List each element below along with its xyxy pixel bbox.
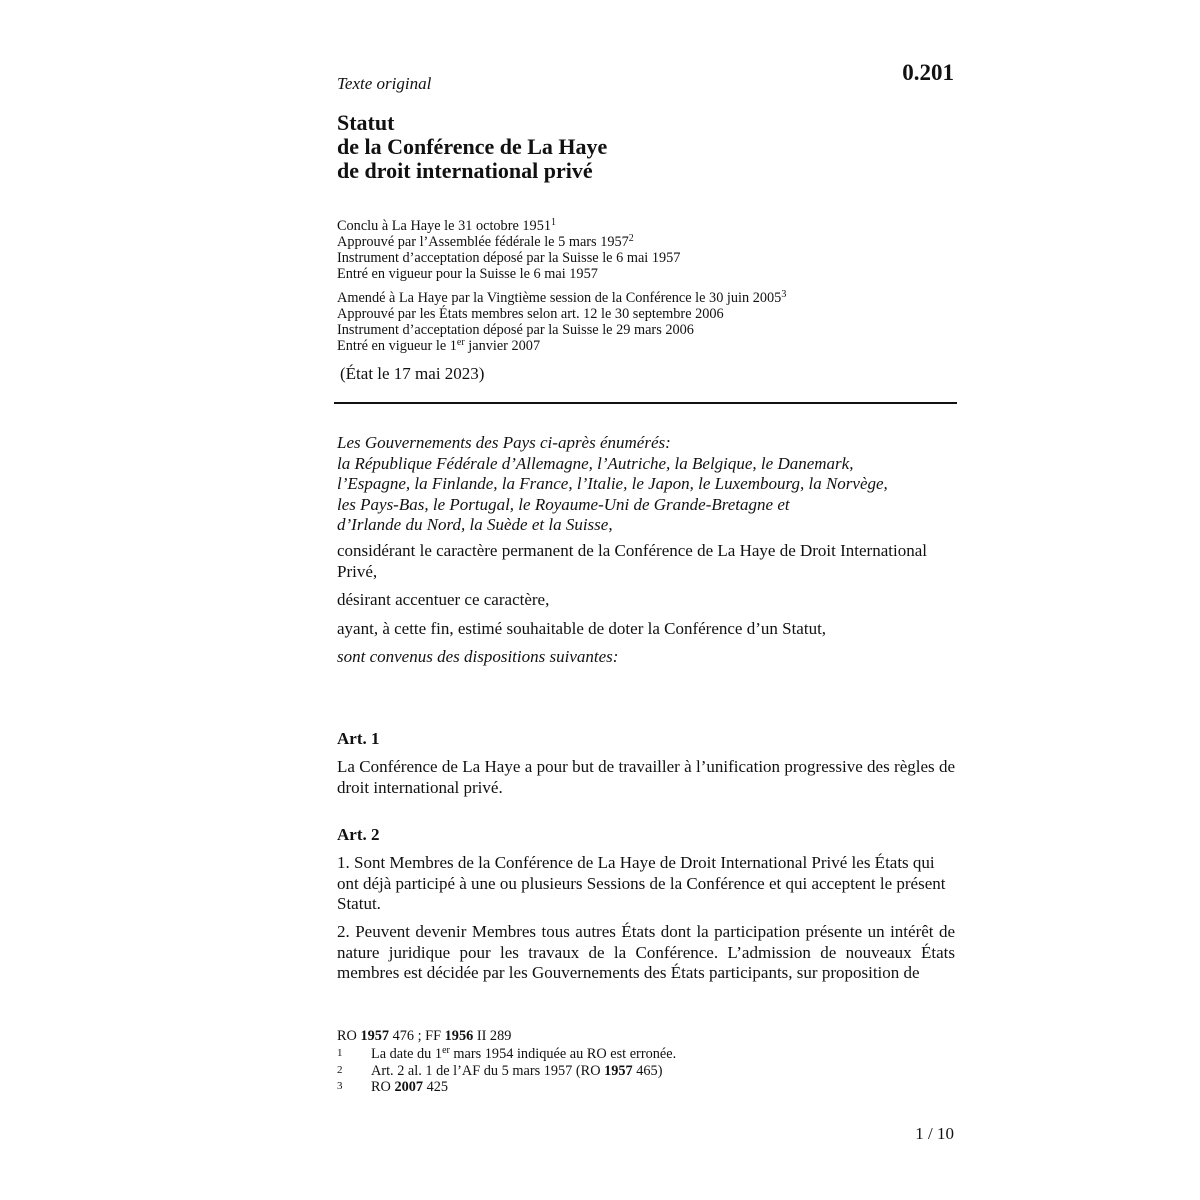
- preamble-having: ayant, à cette fin, estimé souhaitable de doter la Conférence d’un Statut,: [337, 619, 827, 638]
- metadata-block-amendment: [337, 290, 786, 354]
- metadata-approved: Approuvé par l’Assemblée fédérale le 5 mars 1957$^2$: [337, 233, 634, 250]
- footnote: 2 Art. 2 al. 1 de l’AF du 5 mars 1957 (RO 1957 465): [337, 1063, 663, 1079]
- state-date: (État le 17 mai 2023): [340, 364, 485, 383]
- divider-rule: [334, 402, 957, 404]
- preamble-line: la République Fédérale d’Allemagne, l’Autriche, la Belgique, le Danemark,: [337, 453, 854, 473]
- title-line: Statut: [337, 110, 395, 135]
- article-1-paragraph: La Conférence de La Haye a pour but de travailler à l’unification progressive des règles de droit international privé.: [337, 757, 955, 797]
- title-line: de droit international privé: [337, 158, 593, 183]
- metadata-concluded: Conclu à La Haye le 31 octobre 1951$^1$: [337, 217, 556, 234]
- title-line: de la Conférence de La Haye: [337, 134, 608, 159]
- footnote: 3 RO 2007 425: [337, 1079, 449, 1095]
- footnote-ref[interactable]: 1: [551, 217, 556, 228]
- metadata-in-force: Entré en vigueur pour la Suisse le 6 mai 1957: [337, 266, 598, 282]
- footnote-number: 3: [337, 1080, 343, 1092]
- page-number: 1 / 10: [915, 1124, 954, 1143]
- preamble-considering: considérant le caractère permanent de la Conférence de La Haye de Droit International Privé,: [337, 541, 927, 581]
- footnote-ref[interactable]: 2: [628, 233, 634, 244]
- preamble-line: les Pays-Bas, le Portugal, le Royaume-Uni de Grande-Bretagne et: [337, 494, 790, 514]
- metadata-amended: Amendé à La Haye par la Vingtième session de la Conférence le 30 juin 2005$^3$: [337, 289, 787, 306]
- footnote-number: 1: [337, 1047, 343, 1059]
- article-2-paragraph-1: 1. Sont Membres de la Conférence de La Haye de Droit International Privé les États qui ont déjà participé à une ou plusieurs Sessions de la Conférence et qui acceptent le présent Statut.: [337, 853, 946, 913]
- footnote: 1 La date du 1er mars 1954 indiquée au RO est erronée.: [337, 1045, 677, 1062]
- article-2-title: Art. 2: [337, 825, 380, 844]
- document-title: [337, 111, 607, 183]
- preamble-line: Les Gouvernements des Pays ci-après énumérés:: [337, 433, 671, 452]
- preamble-line: l’Espagne, la Finlande, la France, l’Italie, le Japon, le Luxembourg, la Norvège,: [337, 474, 888, 493]
- preamble-governments: [337, 433, 955, 536]
- metadata-instrument-2: Instrument d’acceptation déposé par la Suisse le 29 mars 2006: [337, 322, 694, 338]
- metadata-in-force-2: Entré en vigueur le 1er janvier 2007: [337, 337, 541, 354]
- document-label: Texte original: [337, 74, 432, 93]
- metadata-instrument: Instrument d’acceptation déposé par la Suisse le 6 mai 1957: [337, 250, 681, 266]
- metadata-approved-members: Approuvé par les États membres selon art. 12 le 30 septembre 2006: [337, 306, 724, 322]
- footnote-ref[interactable]: 3: [781, 289, 787, 300]
- article-2-paragraph-2: 2. Peuvent devenir Membres tous autres États dont la participation présente un intérêt de nature juridique pour les travaux de la Conférence. L’admission de nouveaux États membres est décidée par les Gouvernements des États participants, sur proposition de: [337, 922, 955, 982]
- preamble-line: d’Irlande du Nord, la Suède et la Suisse,: [337, 515, 613, 534]
- article-1-title: Art. 1: [337, 729, 380, 748]
- publication-reference: RO 1957 476 ; FF 1956 II 289: [337, 1028, 512, 1044]
- metadata-block-original: [337, 218, 680, 282]
- sr-number: 0.201: [902, 60, 954, 85]
- preamble-agreed: sont convenus des dispositions suivantes:: [337, 647, 619, 666]
- preamble-desiring: désirant accentuer ce caractère,: [337, 590, 550, 609]
- footnote-number: 2: [337, 1064, 343, 1076]
